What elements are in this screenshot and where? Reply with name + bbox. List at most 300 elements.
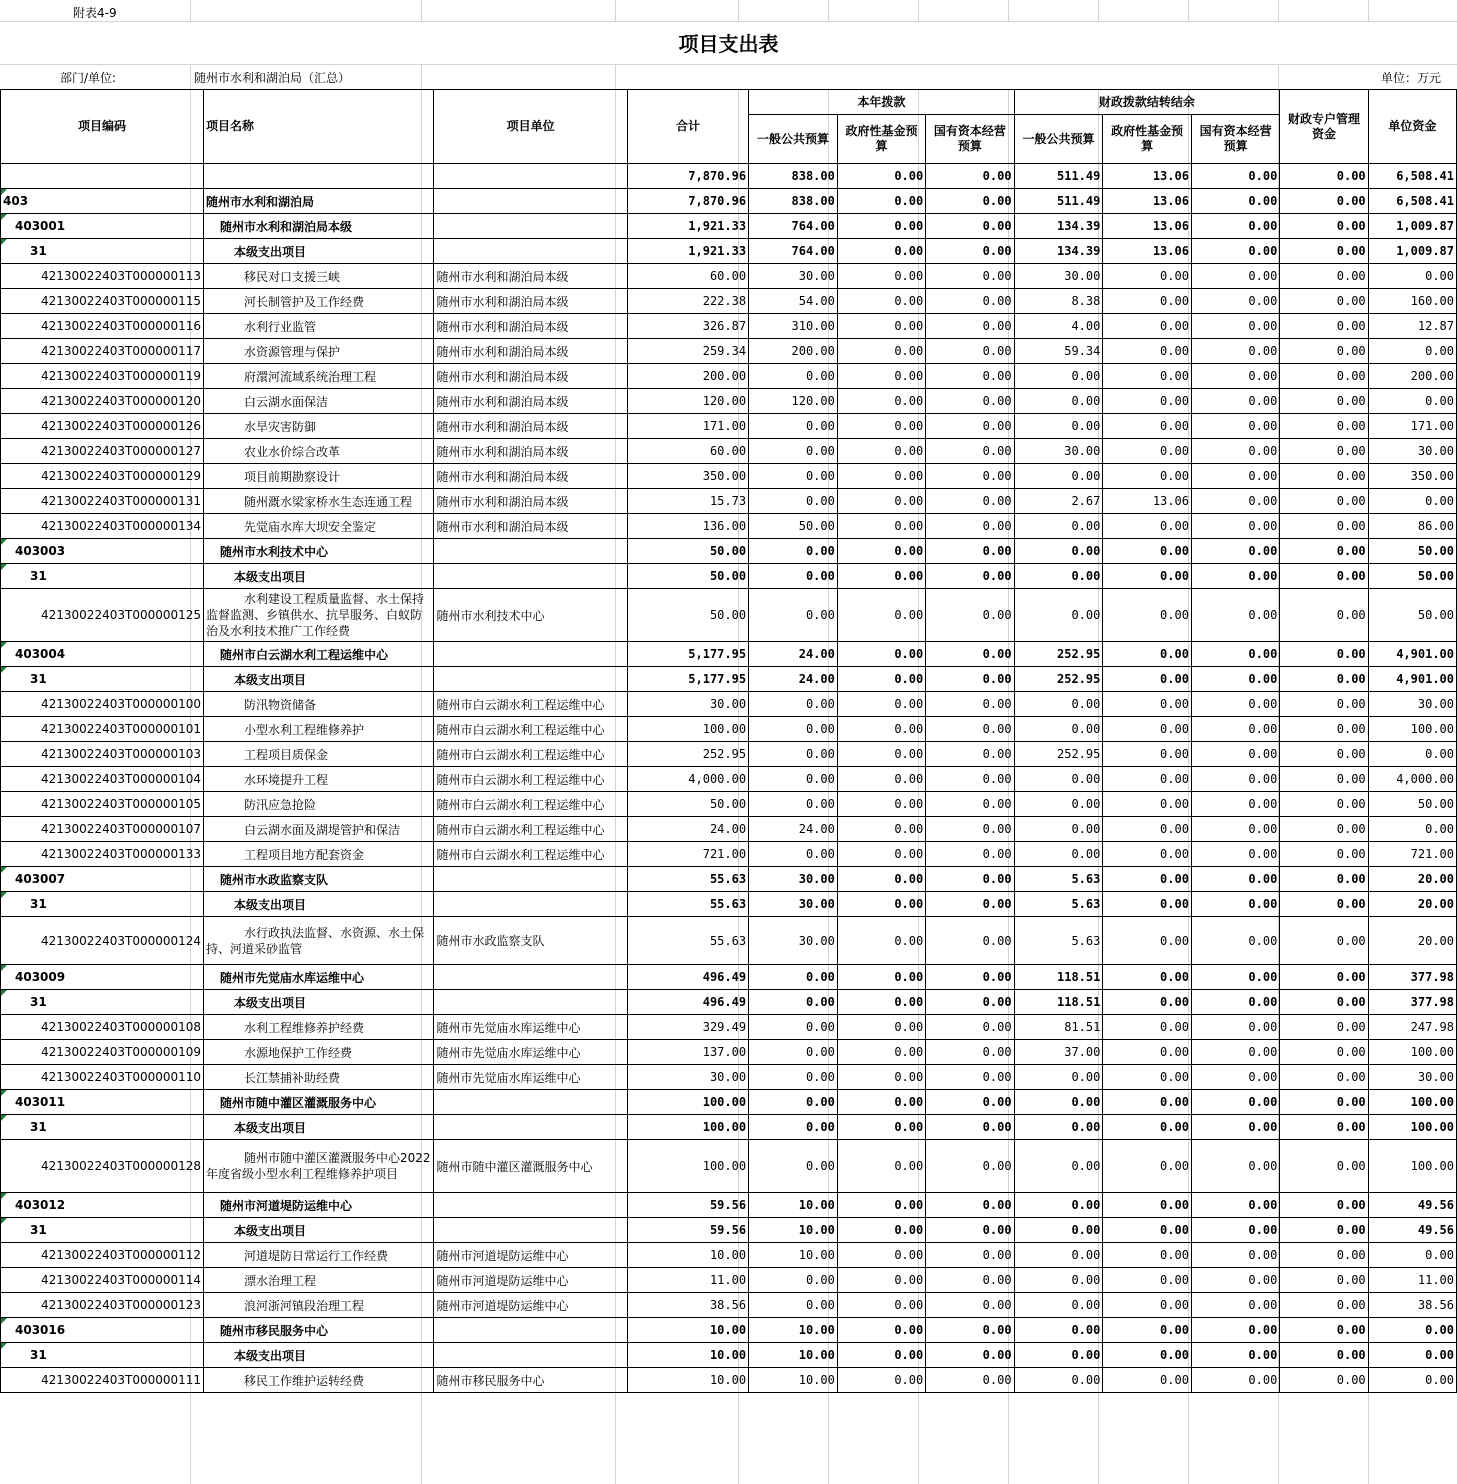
cell-unit: [434, 867, 627, 892]
cell-value: 118.51: [1014, 965, 1103, 990]
cell-value: 0.00: [837, 717, 925, 742]
cell-value: 0.00: [1191, 892, 1279, 917]
cell-value: 81.51: [1014, 1015, 1103, 1040]
cell-value: 0.00: [1280, 489, 1368, 514]
cell-name: 本级支出项目: [204, 1343, 434, 1368]
cell-unit: [434, 1218, 627, 1243]
cell-code: 42130022403T000000116: [1, 314, 204, 339]
cell-value: 0.00: [1191, 1343, 1279, 1368]
cell-value: 0.00: [1191, 1243, 1279, 1268]
cell-value: 0.00: [1368, 742, 1456, 767]
table-row: [1, 439, 1457, 464]
header-state-capital: 国有资本经营预算: [926, 115, 1014, 164]
cell-value: 0.00: [926, 514, 1014, 539]
cell-code: 42130022403T000000111: [1, 1368, 204, 1393]
cell-unit: [434, 164, 627, 189]
table-row: [1, 867, 1457, 892]
cell-value: 0.00: [1103, 990, 1192, 1015]
cell-value: 0.00: [1280, 264, 1368, 289]
cell-value: 329.49: [627, 1015, 748, 1040]
cell-unit: 随州市白云湖水利工程运维中心: [434, 767, 627, 792]
cell-value: 0.00: [1368, 1318, 1456, 1343]
cell-value: 0.00: [1368, 817, 1456, 842]
cell-value: 0.00: [1014, 692, 1103, 717]
cell-value: 200.00: [627, 364, 748, 389]
cell-value: 4,000.00: [1368, 767, 1456, 792]
cell-unit: [434, 539, 627, 564]
cell-value: 0.00: [1191, 742, 1279, 767]
cell-value: 0.00: [749, 692, 838, 717]
cell-unit: 随州市河道堤防运维中心: [434, 1243, 627, 1268]
cell-value: 30.00: [749, 917, 838, 965]
cell-name: 随州市先觉庙水库运维中心: [204, 965, 434, 990]
cell-value: 0.00: [1103, 767, 1192, 792]
cell-value: 0.00: [749, 589, 838, 642]
cell-value: 0.00: [926, 214, 1014, 239]
table-row: [1, 1368, 1457, 1393]
cell-value: 0.00: [1280, 792, 1368, 817]
unit-label: 单位：万元: [1381, 71, 1442, 85]
cell-value: 30.00: [1014, 439, 1103, 464]
cell-unit: [434, 892, 627, 917]
cell-value: 55.63: [627, 892, 748, 917]
cell-name: 本级支出项目: [204, 990, 434, 1015]
cell-value: 8.38: [1014, 289, 1103, 314]
cell-value: 0.00: [837, 514, 925, 539]
error-indicator-icon: [1, 867, 7, 873]
cell-value: 59.56: [627, 1193, 748, 1218]
cell-value: 0.00: [1280, 667, 1368, 692]
cell-value: 0.00: [1103, 1015, 1192, 1040]
cell-value: 0.00: [1014, 1218, 1103, 1243]
cell-value: 350.00: [1368, 464, 1456, 489]
header-general-budget: 一般公共预算: [749, 115, 838, 164]
cell-unit: 随州市水利和湖泊局本级: [434, 339, 627, 364]
cell-value: 0.00: [1280, 539, 1368, 564]
cell-value: 0.00: [926, 1293, 1014, 1318]
cell-value: 0.00: [1191, 239, 1279, 264]
cell-value: 0.00: [1280, 692, 1368, 717]
cell-value: 0.00: [1280, 842, 1368, 867]
table-row: [1, 917, 1457, 965]
cell-value: 0.00: [837, 1318, 925, 1343]
table-row: [1, 1015, 1457, 1040]
cell-value: 0.00: [926, 990, 1014, 1015]
cell-value: 10.00: [627, 1368, 748, 1393]
cell-value: 0.00: [926, 1090, 1014, 1115]
cell-value: 0.00: [1103, 1193, 1192, 1218]
cell-value: 10.00: [749, 1343, 838, 1368]
cell-code: 42130022403T000000117: [1, 339, 204, 364]
cell-name: 河长制管护及工作经费: [204, 289, 434, 314]
cell-value: 0.00: [1280, 389, 1368, 414]
cell-value: 0.00: [749, 464, 838, 489]
cell-unit: 随州市先觉庙水库运维中心: [434, 1040, 627, 1065]
cell-value: 0.00: [1191, 414, 1279, 439]
cell-value: 0.00: [926, 1218, 1014, 1243]
cell-code-text: 403007: [15, 872, 66, 886]
cell-value: 0.00: [926, 642, 1014, 667]
cell-value: 100.00: [1368, 717, 1456, 742]
cell-unit: 随州市白云湖水利工程运维中心: [434, 742, 627, 767]
cell-unit: [434, 1090, 627, 1115]
cell-code: 42130022403T000000124: [1, 917, 204, 965]
cell-value: 222.38: [627, 289, 748, 314]
cell-value: 0.00: [837, 164, 925, 189]
cell-value: 0.00: [1014, 464, 1103, 489]
cell-value: 326.87: [627, 314, 748, 339]
cell-value: 0.00: [837, 917, 925, 965]
cell-value: 0.00: [926, 589, 1014, 642]
cell-value: 0.00: [837, 439, 925, 464]
cell-value: 0.00: [837, 214, 925, 239]
cell-value: 0.00: [926, 289, 1014, 314]
cell-value: 0.00: [1191, 489, 1279, 514]
cell-value: 30.00: [1368, 692, 1456, 717]
cell-name: 长江禁捕补助经费: [204, 1065, 434, 1090]
cell-value: 50.00: [627, 589, 748, 642]
cell-value: 24.00: [627, 817, 748, 842]
cell-value: 55.63: [627, 867, 748, 892]
cell-value: 0.00: [926, 1040, 1014, 1065]
cell-value: 100.00: [627, 1115, 748, 1140]
cell-value: 24.00: [749, 817, 838, 842]
cell-value: 10.00: [627, 1343, 748, 1368]
cell-value: 1,009.87: [1368, 214, 1456, 239]
cell-value: 200.00: [1368, 364, 1456, 389]
cell-value: 764.00: [749, 239, 838, 264]
cell-value: 0.00: [749, 364, 838, 389]
cell-value: 0.00: [1014, 792, 1103, 817]
cell-unit: [434, 1115, 627, 1140]
cell-code-text: 403001: [15, 219, 66, 233]
cell-value: 0.00: [1103, 389, 1192, 414]
header-name: 项目名称: [204, 90, 434, 164]
table-row: [1, 1193, 1457, 1218]
cell-value: 0.00: [749, 1293, 838, 1318]
cell-value: 0.00: [1191, 1268, 1279, 1293]
cell-value: 0.00: [1280, 1243, 1368, 1268]
cell-value: 764.00: [749, 214, 838, 239]
cell-value: 0.00: [1368, 1368, 1456, 1393]
cell-value: 0.00: [749, 1140, 838, 1193]
table-row: [1, 1090, 1457, 1115]
cell-value: 0.00: [1191, 817, 1279, 842]
table-row: [1, 414, 1457, 439]
cell-value: 10.00: [627, 1318, 748, 1343]
cell-value: 0.00: [926, 439, 1014, 464]
cell-value: 0.00: [749, 842, 838, 867]
cell-value: 4,901.00: [1368, 642, 1456, 667]
header-unit: 项目单位: [434, 90, 627, 164]
attachment-label: 附表4-9: [73, 6, 117, 20]
cell-value: 0.00: [1014, 717, 1103, 742]
cell-value: 100.00: [1368, 1115, 1456, 1140]
cell-name: 先觉庙水库大坝安全鉴定: [204, 514, 434, 539]
cell-value: 0.00: [926, 339, 1014, 364]
cell-code: [1, 564, 204, 589]
cell-value: 0.00: [837, 239, 925, 264]
cell-value: 0.00: [1191, 1293, 1279, 1318]
table-row: [1, 239, 1457, 264]
cell-code: 42130022403T000000112: [1, 1243, 204, 1268]
cell-unit: 随州市白云湖水利工程运维中心: [434, 792, 627, 817]
cell-value: 59.34: [1014, 339, 1103, 364]
cell-value: 0.00: [1103, 1090, 1192, 1115]
cell-value: 1,921.33: [627, 239, 748, 264]
cell-value: 0.00: [837, 965, 925, 990]
table-row: [1, 817, 1457, 842]
cell-code-text: 31: [30, 244, 47, 258]
cell-value: 0.00: [1280, 1218, 1368, 1243]
cell-value: 0.00: [1368, 1243, 1456, 1268]
cell-value: 0.00: [926, 1268, 1014, 1293]
cell-value: 0.00: [837, 642, 925, 667]
cell-value: 0.00: [1191, 1065, 1279, 1090]
cell-value: 0.00: [1280, 189, 1368, 214]
cell-value: 30.00: [749, 892, 838, 917]
header-code: 项目编码: [1, 90, 204, 164]
cell-value: 0.00: [1014, 1140, 1103, 1193]
cell-value: 0.00: [1280, 1090, 1368, 1115]
cell-value: 0.00: [837, 990, 925, 1015]
cell-value: 0.00: [1191, 1368, 1279, 1393]
cell-value: 0.00: [1014, 842, 1103, 867]
cell-value: 0.00: [1014, 767, 1103, 792]
cell-name: 随州市水利和湖泊局本级: [204, 214, 434, 239]
cell-code: [1, 189, 204, 214]
cell-value: 0.00: [1191, 514, 1279, 539]
cell-name: 河道堤防日常运行工作经费: [204, 1243, 434, 1268]
header-unit-funds: 单位资金: [1368, 90, 1456, 164]
cell-unit: [434, 1343, 627, 1368]
cell-value: 13.06: [1103, 489, 1192, 514]
cell-value: 0.00: [926, 189, 1014, 214]
cell-code-text: 31: [30, 1348, 47, 1362]
cell-value: 0.00: [926, 892, 1014, 917]
error-indicator-icon: [1, 1218, 7, 1224]
cell-value: 0.00: [1014, 1368, 1103, 1393]
cell-value: 30.00: [749, 264, 838, 289]
header-general-budget-carry: 一般公共预算: [1014, 115, 1103, 164]
cell-value: 0.00: [926, 164, 1014, 189]
cell-unit: 随州市随中灌区灌溉服务中心: [434, 1140, 627, 1193]
cell-value: 60.00: [627, 264, 748, 289]
table-row: [1, 767, 1457, 792]
cell-value: 0.00: [749, 1040, 838, 1065]
table-row: [1, 1343, 1457, 1368]
cell-value: 0.00: [1191, 990, 1279, 1015]
cell-unit: [434, 239, 627, 264]
cell-code-text: 403009: [15, 970, 66, 984]
cell-value: 0.00: [1280, 289, 1368, 314]
cell-unit: 随州市移民服务中心: [434, 1368, 627, 1393]
table-row: [1, 642, 1457, 667]
cell-name: 本级支出项目: [204, 564, 434, 589]
cell-value: 0.00: [1191, 1318, 1279, 1343]
cell-unit: 随州市水利和湖泊局本级: [434, 439, 627, 464]
cell-value: 0.00: [1191, 1015, 1279, 1040]
error-indicator-icon: [1, 239, 7, 245]
cell-value: 0.00: [749, 742, 838, 767]
cell-unit: 随州市水政监察支队: [434, 917, 627, 965]
cell-value: 0.00: [1103, 917, 1192, 965]
cell-value: 0.00: [1191, 965, 1279, 990]
cell-value: 0.00: [1191, 792, 1279, 817]
table-row: [1, 464, 1457, 489]
table-row: [1, 589, 1457, 642]
cell-value: 0.00: [749, 767, 838, 792]
cell-value: 0.00: [1103, 464, 1192, 489]
cell-value: 0.00: [926, 414, 1014, 439]
cell-code: 42130022403T000000110: [1, 1065, 204, 1090]
header-group-carry: 财政拨款结转结余: [1014, 90, 1280, 115]
cell-code: 42130022403T000000131: [1, 489, 204, 514]
cell-value: 59.56: [627, 1218, 748, 1243]
cell-name: 本级支出项目: [204, 1218, 434, 1243]
cell-unit: 随州市水利和湖泊局本级: [434, 464, 627, 489]
cell-code: [1, 1218, 204, 1243]
cell-value: 30.00: [627, 1065, 748, 1090]
cell-value: 100.00: [1368, 1090, 1456, 1115]
cell-value: 0.00: [837, 1243, 925, 1268]
cell-value: 0.00: [926, 1015, 1014, 1040]
cell-value: 0.00: [1103, 589, 1192, 642]
cell-unit: 随州市水利和湖泊局本级: [434, 489, 627, 514]
cell-value: 0.00: [749, 539, 838, 564]
cell-value: 0.00: [926, 314, 1014, 339]
cell-value: 0.00: [926, 717, 1014, 742]
error-indicator-icon: [1, 892, 7, 898]
cell-value: 0.00: [749, 1065, 838, 1090]
cell-value: 0.00: [926, 917, 1014, 965]
cell-value: 0.00: [837, 189, 925, 214]
cell-name: 本级支出项目: [204, 667, 434, 692]
cell-value: 0.00: [926, 692, 1014, 717]
cell-code: [1, 1318, 204, 1343]
cell-value: 0.00: [837, 364, 925, 389]
cell-code: 42130022403T000000101: [1, 717, 204, 742]
cell-value: 0.00: [1280, 642, 1368, 667]
error-indicator-icon: [1, 1090, 7, 1096]
cell-value: 0.00: [1014, 817, 1103, 842]
cell-value: 0.00: [1103, 1218, 1192, 1243]
cell-value: 0.00: [926, 489, 1014, 514]
cell-value: 0.00: [1014, 1193, 1103, 1218]
cell-value: 0.00: [1191, 564, 1279, 589]
cell-value: 2.67: [1014, 489, 1103, 514]
cell-name: 水利建设工程质量监督、水土保持监督监测、乡镇供水、抗旱服务、白蚁防治及水利技术推广工作经费: [204, 589, 434, 642]
cell-code: 42130022403T000000127: [1, 439, 204, 464]
cell-unit: [434, 667, 627, 692]
cell-code: 42130022403T000000104: [1, 767, 204, 792]
cell-name: 水资源管理与保护: [204, 339, 434, 364]
cell-value: 6,508.41: [1368, 164, 1456, 189]
cell-value: 0.00: [837, 842, 925, 867]
cell-value: 38.56: [1368, 1293, 1456, 1318]
cell-code: [1, 539, 204, 564]
cell-value: 15.73: [627, 489, 748, 514]
cell-value: 55.63: [627, 917, 748, 965]
cell-name: 水利工程维修养护经费: [204, 1015, 434, 1040]
cell-value: 0.00: [1280, 364, 1368, 389]
cell-unit: [434, 990, 627, 1015]
cell-value: 0.00: [1280, 514, 1368, 539]
cell-value: 4,901.00: [1368, 667, 1456, 692]
cell-value: 0.00: [837, 1115, 925, 1140]
cell-code: 42130022403T000000120: [1, 389, 204, 414]
cell-value: 13.06: [1103, 164, 1192, 189]
cell-unit: [434, 1193, 627, 1218]
cell-value: 10.00: [749, 1318, 838, 1343]
cell-value: 0.00: [1280, 1368, 1368, 1393]
cell-value: 0.00: [1280, 1040, 1368, 1065]
cell-value: 0.00: [1368, 1343, 1456, 1368]
cell-value: 259.34: [627, 339, 748, 364]
cell-value: 50.00: [749, 514, 838, 539]
cell-name: 本级支出项目: [204, 239, 434, 264]
cell-value: 0.00: [1191, 589, 1279, 642]
cell-name: 水利行业监管: [204, 314, 434, 339]
table-row: [1, 717, 1457, 742]
error-indicator-icon: [1, 1343, 7, 1349]
cell-value: 0.00: [837, 589, 925, 642]
cell-code: 42130022403T000000108: [1, 1015, 204, 1040]
cell-name: 随州市水政监察支队: [204, 867, 434, 892]
table-row: [1, 1268, 1457, 1293]
cell-value: 5.63: [1014, 892, 1103, 917]
cell-value: 0.00: [1103, 564, 1192, 589]
cell-code: [1, 214, 204, 239]
cell-value: 0.00: [926, 742, 1014, 767]
cell-unit: 随州市先觉庙水库运维中心: [434, 1065, 627, 1090]
cell-value: 0.00: [1280, 1065, 1368, 1090]
cell-value: 0.00: [749, 1090, 838, 1115]
cell-value: 0.00: [1280, 867, 1368, 892]
cell-value: 30.00: [1368, 1065, 1456, 1090]
cell-value: 0.00: [926, 364, 1014, 389]
cell-name: 随州市水利技术中心: [204, 539, 434, 564]
cell-code-text: 403016: [15, 1323, 66, 1337]
cell-value: 0.00: [1103, 539, 1192, 564]
table-row: [1, 1140, 1457, 1193]
cell-value: 377.98: [1368, 990, 1456, 1015]
cell-code: [1, 1193, 204, 1218]
expenditure-table: [0, 89, 1457, 1393]
cell-value: 5,177.95: [627, 667, 748, 692]
cell-value: 0.00: [837, 767, 925, 792]
cell-value: 0.00: [1103, 1318, 1192, 1343]
cell-value: 0.00: [1280, 892, 1368, 917]
table-row: [1, 1243, 1457, 1268]
cell-value: 54.00: [749, 289, 838, 314]
cell-value: 0.00: [749, 792, 838, 817]
cell-value: 377.98: [1368, 965, 1456, 990]
cell-code: [1, 990, 204, 1015]
cell-value: 0.00: [837, 564, 925, 589]
cell-value: 0.00: [926, 1243, 1014, 1268]
dept-value: 随州市水利和湖泊局（汇总）: [194, 71, 351, 85]
table-row: [1, 1293, 1457, 1318]
cell-value: 12.87: [1368, 314, 1456, 339]
cell-value: 0.00: [1191, 389, 1279, 414]
cell-value: 0.00: [1191, 189, 1279, 214]
cell-name: 白云湖水面保洁: [204, 389, 434, 414]
cell-value: 86.00: [1368, 514, 1456, 539]
cell-value: 0.00: [1191, 1193, 1279, 1218]
cell-value: 0.00: [749, 1115, 838, 1140]
cell-value: 0.00: [1103, 692, 1192, 717]
